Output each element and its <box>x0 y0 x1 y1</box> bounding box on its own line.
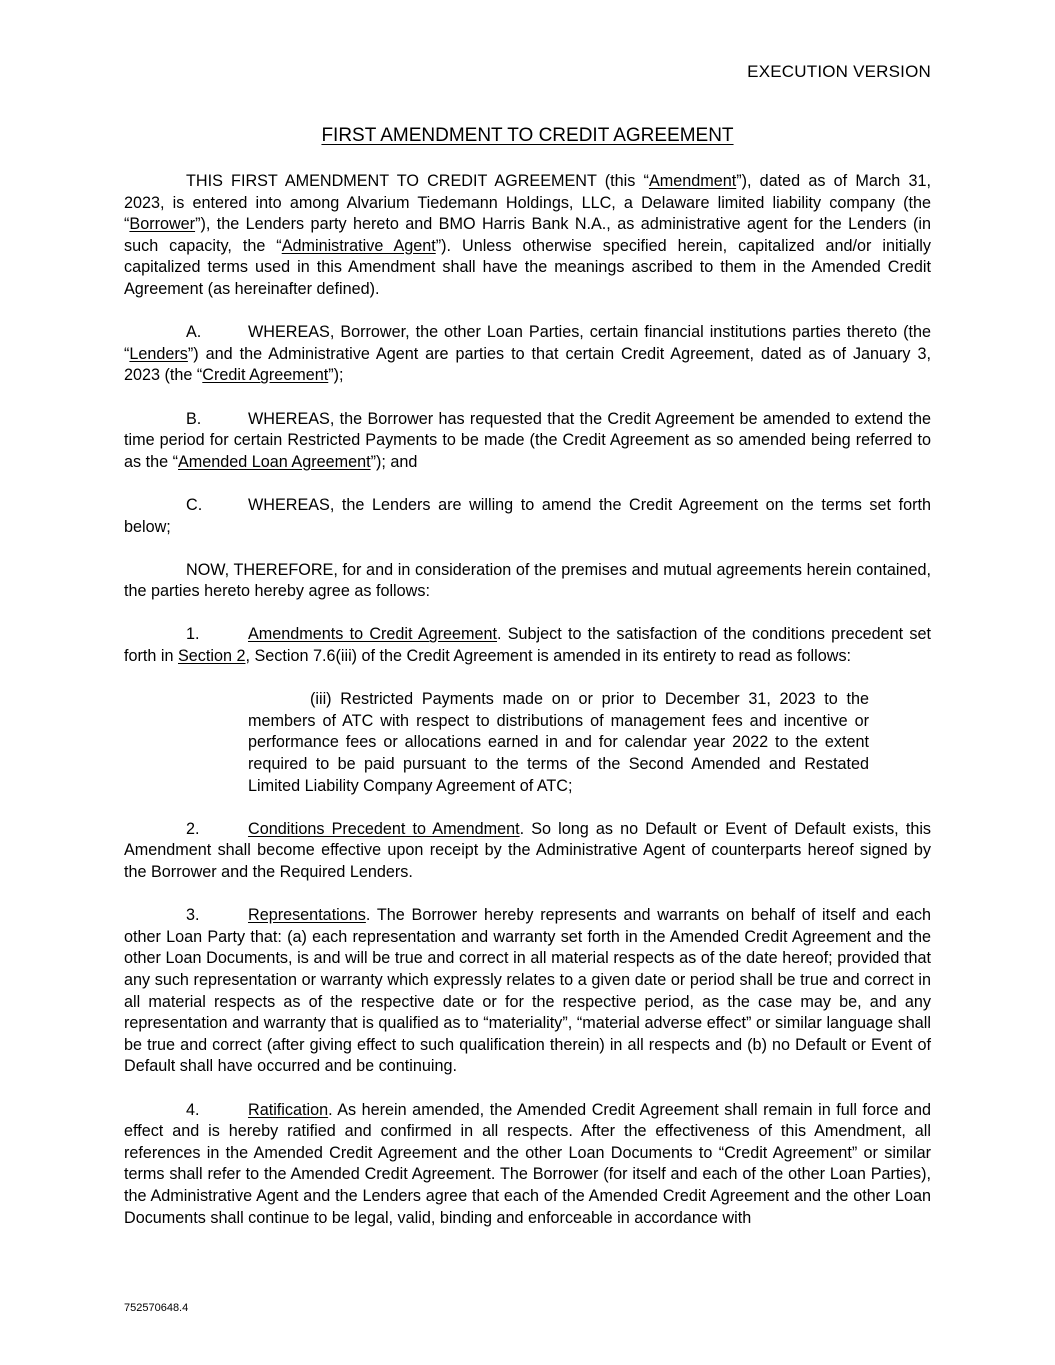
section-4-number: 4. <box>186 1100 200 1119</box>
recital-c-text: WHEREAS, the Lenders are willing to amend the Credit Agreement on the terms set forth below; <box>124 495 931 536</box>
intro-paragraph <box>124 171 931 301</box>
section-4 <box>124 1100 931 1230</box>
intro-text-4: ”). Unless otherwise specified herein, capitalized and/or initially capitalized terms used in this Amendment shall have the meanings ascribed to them in the Amended Credit Agreement (as hereinafter defined). <box>124 236 931 298</box>
document-title: FIRST AMENDMENT TO CREDIT AGREEMENT <box>321 125 734 146</box>
section-3-heading: Representations <box>248 906 366 925</box>
section-2 <box>124 819 931 884</box>
section-2-number: 2. <box>186 819 200 838</box>
recital-b <box>124 409 931 474</box>
section-4-heading: Ratification <box>248 1100 329 1119</box>
section-3-text: . The Borrower hereby represents and warrants on behalf of itself and each other Loan Party that: (a) each representation and warranty set forth in the Amended Credit Agreement and the other Loan Documents, is and will be true and correct in all material respects as of the date hereof; provided that any such representation or warranty which expressly relates to a given date or period shall be true and correct in all material respects as of the respective date or for the respective period, as the case may be, and any representation and warranty that is qualified as to “materiality”, “material adverse effect” or similar language shall be true and correct (after giving effect to such qualification therein) in all respects and (b) no Default or Event of Default shall have occurred and be continuing. <box>124 906 931 1076</box>
section-1-heading: Amendments to Credit Agreement <box>248 625 498 644</box>
recital-a <box>124 322 931 387</box>
section-1-number: 1. <box>186 625 200 644</box>
recital-b-text-2: ”); and <box>370 452 418 471</box>
intro-text-1: THIS FIRST AMENDMENT TO CREDIT AGREEMENT (this “ <box>186 172 649 190</box>
recital-a-text-3: ”); <box>328 366 344 385</box>
section-1-block-quote: (iii) Restricted Payments made on or prior to December 31, 2023 to the members of ATC with respect to distributions of management fees and incentive or performance fees or allocations earned in and for calendar year 2022 to the extent required to be paid pursuant to the terms of the Second Amended and Restated Limited Liability Company Agreement of ATC; <box>248 690 869 795</box>
section-3 <box>124 905 931 1078</box>
section-2-reference: Section 2 <box>178 647 246 666</box>
section-1 <box>124 624 931 667</box>
defined-term-borrower: Borrower <box>129 215 196 234</box>
recital-b-text-1: WHEREAS, the Borrower has requested that the Credit Agreement be amended to extend the time period for certain Restricted Payments to be made (the Credit Agreement as so amended being referred to as the “ <box>124 409 931 471</box>
recital-a-text-2: ”) and the Administrative Agent are parties to that certain Credit Agreement, dated as of January 3, 2023 (the “ <box>124 344 931 385</box>
defined-term-credit-agreement: Credit Agreement <box>202 366 329 385</box>
section-3-number: 3. <box>186 906 200 925</box>
document-code: 752570648.4 <box>124 1302 189 1314</box>
section-1-text-2: , Section 7.6(iii) of the Credit Agreement is amended in its entirety to read as follows: <box>245 647 852 666</box>
section-4-text: . As herein amended, the Amended Credit Agreement shall remain in full force and effect and is hereby ratified and confirmed in all respects. After the effectiveness of this Amendment, all references in the Amended Credit Agreement and the other Loan Documents to “Credit Agreement” or similar terms shall refer to the Amended Credit Agreement. The Borrower (for itself and each of the other Loan Parties), the Administrative Agent and the Lenders agree that each of the Amended Credit Agreement and the other Loan Documents shall continue to be legal, valid, binding and enforceable in accordance with <box>124 1100 931 1227</box>
section-2-text: . So long as no Default or Event of Default exists, this Amendment shall become effective upon receipt by the Administrative Agent of counterparts hereof signed by the Borrower and the Required Lenders. <box>124 819 932 881</box>
execution-version-label: EXECUTION VERSION <box>747 62 931 81</box>
intro-text-2: ”), dated as of March 31, 2023, is entered into among Alvarium Tiedemann Holdings, LLC, a Delaware limited liability company (the “ <box>124 172 931 234</box>
recital-c-label: C. <box>186 495 203 514</box>
defined-term-administrative-agent: Administrative Agent <box>281 236 436 255</box>
defined-term-lenders: Lenders <box>129 344 188 363</box>
recital-a-text-1: WHEREAS, Borrower, the other Loan Parties, certain financial institutions parties thereto (the “ <box>124 323 931 363</box>
recital-b-label: B. <box>186 409 202 428</box>
defined-term-amended-loan-agreement: Amended Loan Agreement <box>178 452 371 471</box>
document-body <box>124 171 931 1251</box>
section-1-text-1: . Subject to the satisfaction of the conditions precedent set forth in <box>124 625 931 666</box>
now-therefore-paragraph: NOW, THEREFORE, for and in consideration of the premises and mutual agreements herein contained, the parties hereto hereby agree as follows: <box>124 560 931 601</box>
recital-c <box>124 495 931 538</box>
section-2-heading: Conditions Precedent to Amendment <box>248 819 520 838</box>
defined-term-amendment: Amendment <box>648 172 737 190</box>
recital-a-label: A. <box>186 323 202 342</box>
intro-text-3: ”), the Lenders party hereto and BMO Harris Bank N.A., as administrative agent for the Lenders (in such capacity, the “ <box>124 215 931 255</box>
